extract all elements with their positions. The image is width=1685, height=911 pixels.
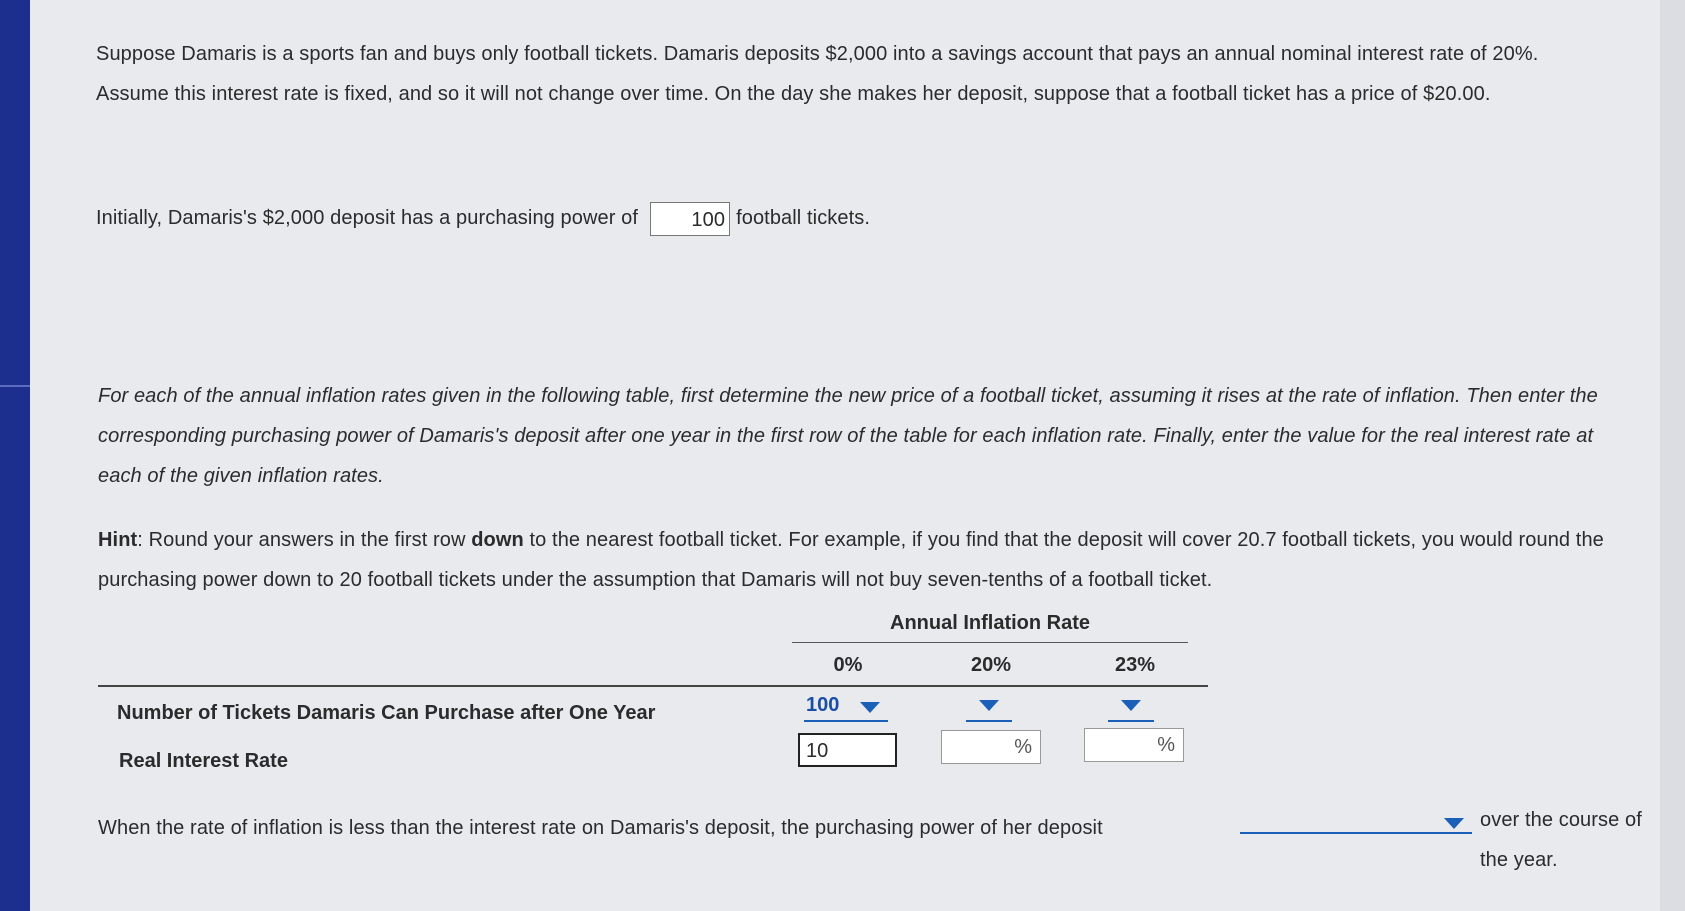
purchasing-power-text-after: football tickets.	[736, 207, 871, 229]
tickets-dropdown-0-value: 100	[806, 694, 840, 716]
caret-down-icon	[860, 702, 880, 713]
row-label-tickets: Number of Tickets Damaris Can Purchase after One Year	[117, 702, 656, 724]
left-sidebar-strip	[0, 0, 30, 911]
hint-separator: :	[137, 529, 143, 551]
tickets-dropdown-23[interactable]	[1108, 694, 1154, 722]
purchasing-power-change-dropdown[interactable]	[1240, 818, 1472, 834]
real-rate-input-0[interactable]	[798, 733, 897, 767]
caret-down-icon	[1444, 818, 1464, 829]
conclusion-text-after: over the course of the year.	[1480, 809, 1642, 871]
intro-paragraph: Suppose Damaris is a sports fan and buys only football tickets. Damaris deposits $2,000 into a savings account that pays an annual nominal interest rate of 20%. Assume this interest rate is fixed, and so it will not change over time. On the day she makes her deposit, suppose that a football ticket has a price of $20.00.	[96, 43, 1539, 105]
real-rate-input-0-value: 10	[806, 740, 829, 762]
hint-bold-word: down	[471, 529, 524, 551]
hint-text-a: Round your answers in the first row	[142, 529, 472, 551]
hint-label: Hint	[98, 529, 138, 551]
caret-down-icon	[1121, 700, 1141, 711]
right-edge-panel	[1660, 0, 1685, 911]
percent-unit-20: %	[1014, 736, 1032, 758]
conclusion-text-before: When the rate of inflation is less than the interest rate on Damaris's deposit, the purchasing power of her deposit	[98, 817, 1103, 839]
column-header-20: 20%	[970, 654, 1012, 676]
sidebar-marker	[0, 385, 30, 387]
initial-purchasing-power-input[interactable]: 100	[650, 202, 730, 236]
instructions-paragraph: For each of the annual inflation rates given in the following table, first determine the new price of a football ticket, assuming it rises at the rate of inflation. Then enter the corresponding purchasing power of Damaris's deposit after one year in the first row of the table for each inflation rate. Finally, enter the value for the real interest rate at each of the given inflation rates.	[98, 385, 1598, 487]
tickets-dropdown-20[interactable]	[966, 694, 1012, 722]
group-header-rule	[792, 642, 1188, 643]
column-header-23: 23%	[1114, 654, 1156, 676]
tickets-dropdown-0[interactable]	[804, 694, 888, 722]
caret-down-icon	[979, 700, 999, 711]
percent-unit-23: %	[1157, 734, 1175, 756]
annual-inflation-rate-header: Annual Inflation Rate	[890, 612, 1090, 634]
real-rate-input-20[interactable]	[941, 730, 1041, 764]
real-rate-input-23[interactable]	[1084, 728, 1184, 762]
row-label-real-interest-rate: Real Interest Rate	[119, 750, 288, 772]
hint-text-b: to the nearest football ticket. For example, if you find that the deposit will cover 20.7 football tickets, you would round the purchasing power down to 20 football tickets under the assumption that Damaris will not buy seven-tenths of a football ticket.	[98, 529, 1604, 591]
hint-paragraph	[98, 520, 1608, 600]
column-header-0: 0%	[833, 654, 863, 676]
conclusion-paragraph	[98, 808, 1238, 848]
purchasing-power-sentence	[96, 198, 870, 238]
purchasing-power-text-before: Initially, Damaris's $2,000 deposit has a purchasing power of	[96, 207, 639, 229]
table-header-rule	[98, 685, 1208, 687]
